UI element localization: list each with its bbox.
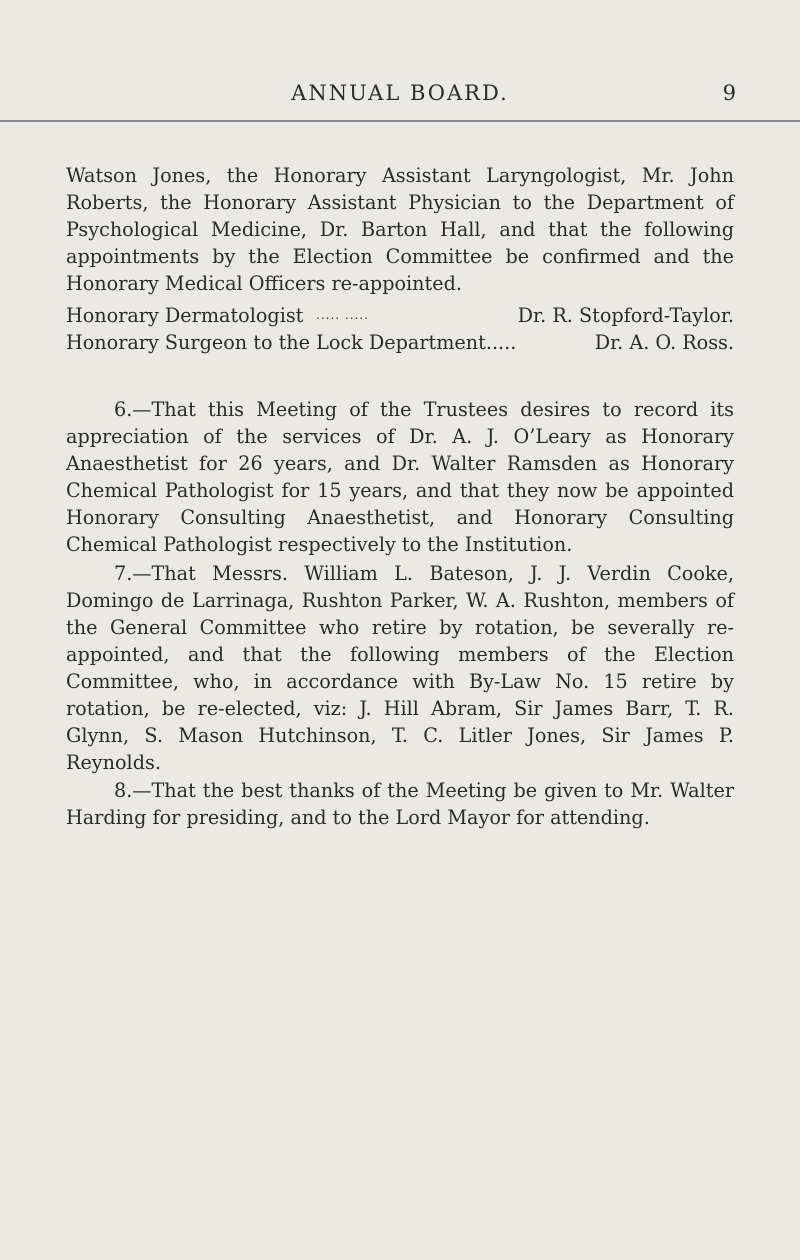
resolution-7: 7.—That Messrs. William L. Bateson, J. J. Verdin Cooke, Domingo de Larrinaga, Rushton Parker, W. A. Rushton, members of the General Committee who retire by rotation, be severally re-appointed, and that the following members of the Election Committee, who, in accordance with By-Law No. 15 retire by rotation, be re-elected, viz: J. Hill Abram, Sir James Barr, T. R. Glynn, S. Mason Hutchinson, T. C. Litler Jones, Sir James P. Reynolds.	[66, 562, 734, 774]
appointment-name: Dr. A. O. Ross.	[594, 331, 734, 354]
resolution-6: 6.—That this Meeting of the Trustees desires to record its appreciation of the services of Dr. A. J. O’Leary as Honorary Anaesthetist for 26 years, and Dr. Walter Ramsden as Honorary Chemical Pathologist for 15 years, and that they now be appointed Honorary Consulting Anaesthetist, and Honorary Consulting Chemical Pathologist respectively to the Institution.	[66, 398, 734, 556]
page-number: 9	[722, 81, 736, 105]
header-rule	[0, 120, 800, 122]
appointment-row-dermatologist	[66, 302, 734, 329]
appointment-row-lock-surgeon	[66, 329, 734, 356]
appointment-role: Honorary Dermatologist	[66, 304, 304, 327]
paragraph-continuation: Watson Jones, the Honorary Assistant Laryngologist, Mr. John Roberts, the Honorary Assistant Physician to the Department of Psychological Medicine, Dr. Barton Hall, and that the following appointments by the Election Committee be confirmed and the Honorary Medical Officers re-appointed.	[66, 164, 734, 295]
appointment-name: Dr. R. Stopford-Taylor.	[517, 304, 734, 327]
resolution-8: 8.—That the best thanks of the Meeting be given to Mr. Walter Harding for presiding, and to the Lord Mayor for attending.	[66, 779, 734, 829]
appointment-role: Honorary Surgeon to the Lock Department.....	[66, 331, 517, 354]
running-head	[0, 78, 800, 108]
page-header-title: ANNUAL BOARD.	[291, 81, 509, 105]
dot-leader: ..... .....	[316, 308, 369, 322]
